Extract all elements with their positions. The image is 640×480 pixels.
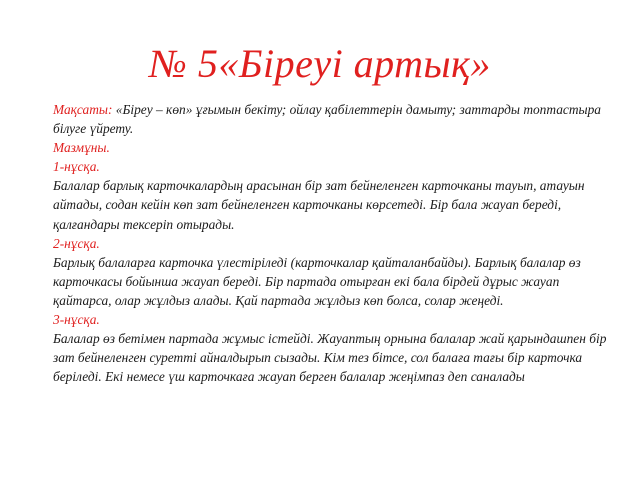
purpose-label: Мақсаты:: [53, 102, 113, 117]
purpose-paragraph: [53, 100, 609, 138]
section-text-3: Балалар өз бетімен партада жұмыс істейді. Жауаптың орнына балалар жай қарындашпен бір зат бейнеленген суретті айналдырып сызады. Кім тез бітсе, сол балаға тағы бір карточка беріледі. Екі немесе үш карточкаға жауап берген балалар жеңімпаз деп саналады: [53, 331, 607, 385]
section-heading-2: 2-нұсқа.: [53, 235, 100, 251]
content-label: Мазмұны.: [53, 140, 110, 156]
purpose-text: «Біреу – көп» ұғымын бекіту; ойлау қабілеттерін дамыту; заттарды топтастыра білуге үйрету.: [53, 102, 601, 137]
section-heading-1: 1-нұсқа.: [53, 159, 100, 175]
section-heading-3: 3-нұсқа.: [53, 312, 100, 328]
section-text-2: Барлық балаларға карточка үлестіріледі (карточкалар қайталанбайды). Барлық балалар өз карточкасы бойынша жауап береді. Бір партада отырған екі бала бірдей дұрыс жауап қайтарса, олар жұлдыз алады. Қай партада жұлдыз көп болса, солар жеңеді.: [53, 254, 581, 308]
slide-body: [53, 100, 609, 386]
slide-title: № 5«Біреуі артық»: [149, 41, 491, 86]
section-text-1: Балалар барлық карточкалардың арасынан бір зат бейнеленген карточканы тауып, атауын айтады, содан кейін көп зат бейнеленген карточканы көрсетеді. Бір бала жауап береді, қалғандары тексеріп отырады.: [53, 178, 585, 232]
